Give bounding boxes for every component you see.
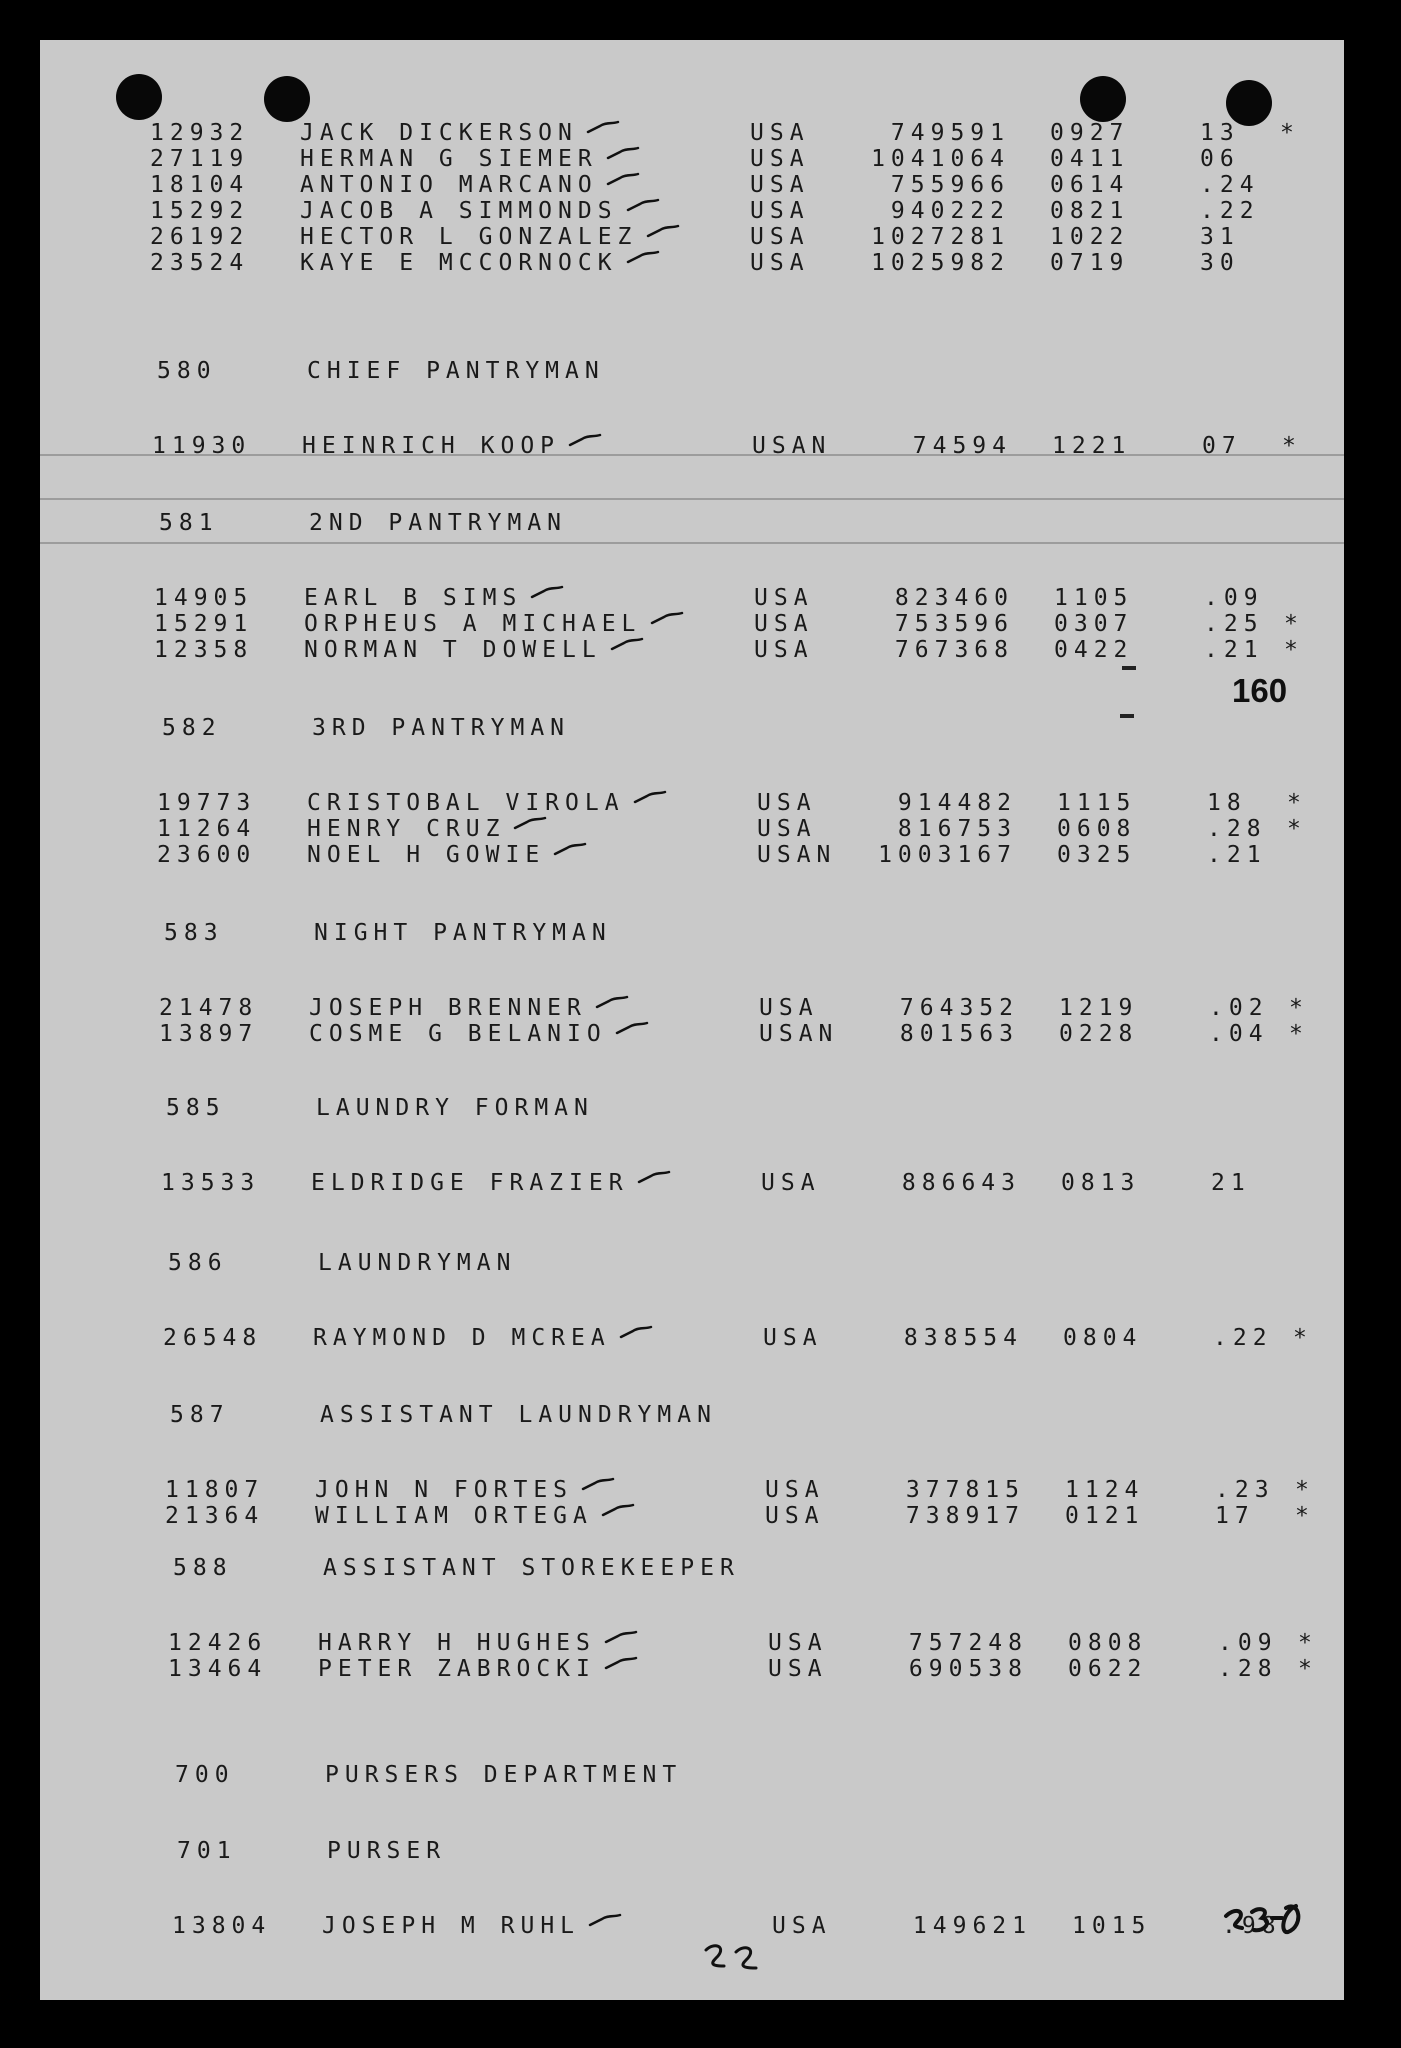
rating-value: .21 bbox=[1204, 637, 1264, 663]
date-code: 1022 bbox=[1050, 224, 1130, 250]
rating-value: 21 bbox=[1211, 1170, 1251, 1196]
crew-name: JOSEPH BRENNER bbox=[309, 995, 587, 1021]
crew-id: 12426 bbox=[168, 1630, 268, 1656]
crew-row bbox=[125, 1477, 1315, 1503]
date-code: 0622 bbox=[1068, 1656, 1148, 1682]
nationality: USA bbox=[768, 1656, 828, 1682]
crew-id: 23600 bbox=[157, 842, 257, 868]
date-code: 0325 bbox=[1057, 842, 1137, 868]
crew-name: RAYMOND D MCREA bbox=[313, 1325, 611, 1351]
section-header bbox=[119, 920, 1299, 946]
checkmark-icon bbox=[650, 611, 684, 627]
document-number: 74594 bbox=[912, 433, 1012, 459]
asterisk-mark: * bbox=[1287, 790, 1307, 816]
document-number: 1041064 bbox=[871, 146, 1010, 172]
crew-id: 18104 bbox=[150, 172, 250, 198]
asterisk-mark: * bbox=[1284, 637, 1304, 663]
asterisk-mark: * bbox=[1293, 1325, 1313, 1351]
date-code: 0121 bbox=[1065, 1503, 1145, 1529]
asterisk-mark: * bbox=[1289, 1021, 1309, 1047]
nationality: USA bbox=[754, 585, 814, 611]
checkmark-icon bbox=[626, 250, 660, 266]
checkmark-icon bbox=[633, 790, 667, 806]
section-code: 701 bbox=[177, 1838, 237, 1864]
crew-id: 13804 bbox=[172, 1913, 272, 1939]
section-title: 2ND PANTRYMAN bbox=[309, 510, 568, 536]
checkmark-icon bbox=[606, 172, 640, 188]
crew-row bbox=[125, 1503, 1315, 1529]
document-number: 755966 bbox=[890, 172, 1010, 198]
nationality: USA bbox=[750, 120, 810, 146]
section-code: 581 bbox=[159, 510, 219, 536]
crew-name: HECTOR L GONZALEZ bbox=[300, 224, 638, 250]
rating-value: .28 bbox=[1207, 816, 1267, 842]
crew-id: 11930 bbox=[152, 433, 252, 459]
crew-row bbox=[110, 172, 1290, 198]
crew-id: 21478 bbox=[159, 995, 259, 1021]
checkmark-icon bbox=[604, 1630, 638, 1646]
rating-value: .09 bbox=[1218, 1630, 1278, 1656]
document-number: 838554 bbox=[903, 1325, 1023, 1351]
date-code: 0808 bbox=[1068, 1630, 1148, 1656]
section-title: ASSISTANT STOREKEEPER bbox=[323, 1555, 740, 1581]
crew-name: EARL B SIMS bbox=[304, 585, 523, 611]
crew-id: 19773 bbox=[157, 790, 257, 816]
section-header bbox=[112, 358, 1292, 384]
crew-row bbox=[110, 224, 1290, 250]
date-code: 0813 bbox=[1061, 1170, 1141, 1196]
section-code: 588 bbox=[173, 1555, 233, 1581]
section-header bbox=[128, 1555, 1308, 1581]
section-header bbox=[114, 510, 1294, 536]
crew-name: ANTONIO MARCANO bbox=[300, 172, 598, 198]
nationality: USA bbox=[757, 816, 817, 842]
section-code: 700 bbox=[175, 1762, 235, 1788]
crew-id: 15291 bbox=[154, 611, 254, 637]
date-code: 0228 bbox=[1059, 1021, 1139, 1047]
section-code: 583 bbox=[164, 920, 224, 946]
crew-id: 12932 bbox=[150, 120, 250, 146]
asterisk-mark: * bbox=[1298, 1656, 1318, 1682]
crew-name: COSME G BELANIO bbox=[309, 1021, 607, 1047]
document-number: 377815 bbox=[905, 1477, 1025, 1503]
asterisk-mark: * bbox=[1295, 1477, 1315, 1503]
nationality: USA bbox=[750, 198, 810, 224]
date-code: 1105 bbox=[1054, 585, 1134, 611]
rating-value: 17 bbox=[1215, 1503, 1255, 1529]
checkmark-icon bbox=[619, 1325, 653, 1341]
document-number: 753596 bbox=[894, 611, 1014, 637]
checkmark-icon bbox=[601, 1503, 635, 1519]
date-code: 1219 bbox=[1059, 995, 1139, 1021]
date-code: 0804 bbox=[1063, 1325, 1143, 1351]
nationality: USA bbox=[761, 1170, 821, 1196]
document-number: 757248 bbox=[908, 1630, 1028, 1656]
rating-value: 31 bbox=[1200, 224, 1240, 250]
asterisk-mark: * bbox=[1289, 995, 1309, 1021]
crew-row bbox=[121, 1170, 1301, 1196]
checkmark-icon bbox=[588, 1913, 622, 1929]
crew-row bbox=[117, 816, 1307, 842]
document-number: 1003167 bbox=[878, 842, 1017, 868]
crew-row bbox=[112, 433, 1302, 459]
section-title: ASSISTANT LAUNDRYMAN bbox=[320, 1402, 717, 1428]
document-number: 749591 bbox=[890, 120, 1010, 146]
rating-value: .24 bbox=[1200, 172, 1260, 198]
crew-row bbox=[110, 146, 1290, 172]
section-header bbox=[130, 1762, 1310, 1788]
checkmark-icon bbox=[595, 995, 629, 1011]
crew-id: 13464 bbox=[168, 1656, 268, 1682]
rating-value: .28 bbox=[1218, 1656, 1278, 1682]
crew-name: JACK DICKERSON bbox=[300, 120, 578, 146]
checkmark-icon bbox=[530, 585, 564, 601]
rating-value: .22 bbox=[1200, 198, 1260, 224]
rating-value: .25 bbox=[1204, 611, 1264, 637]
section-code: 582 bbox=[162, 715, 222, 741]
rating-value: 06 bbox=[1200, 146, 1240, 172]
rating-value: .02 bbox=[1209, 995, 1269, 1021]
checkmark-icon bbox=[615, 1021, 649, 1037]
crew-name: PETER ZABROCKI bbox=[318, 1656, 596, 1682]
rating-value: .21 bbox=[1207, 842, 1267, 868]
section-title: 3RD PANTRYMAN bbox=[312, 715, 571, 741]
asterisk-mark: * bbox=[1298, 1630, 1318, 1656]
crew-name: NORMAN T DOWELL bbox=[304, 637, 602, 663]
crew-name: WILLIAM ORTEGA bbox=[315, 1503, 593, 1529]
checkmark-icon bbox=[606, 146, 640, 162]
rating-value: .22 bbox=[1213, 1325, 1273, 1351]
rating-value: 07 bbox=[1202, 433, 1242, 459]
crew-row bbox=[110, 198, 1290, 224]
section-title: PURSER bbox=[327, 1838, 447, 1864]
date-code: 0411 bbox=[1050, 146, 1130, 172]
crew-id: 26548 bbox=[163, 1325, 263, 1351]
document-number: 801563 bbox=[899, 1021, 1019, 1047]
crew-name: JACOB A SIMMONDS bbox=[300, 198, 618, 224]
date-code: 0821 bbox=[1050, 198, 1130, 224]
nationality: USAN bbox=[757, 842, 837, 868]
section-title: LAUNDRYMAN bbox=[318, 1250, 517, 1276]
section-header bbox=[117, 715, 1297, 741]
date-code: 0608 bbox=[1057, 816, 1137, 842]
nationality: USAN bbox=[752, 433, 832, 459]
crew-row bbox=[132, 1913, 1312, 1939]
date-code: 1115 bbox=[1057, 790, 1137, 816]
nationality: USAN bbox=[759, 1021, 839, 1047]
nationality: USA bbox=[754, 637, 814, 663]
crew-row bbox=[123, 1325, 1313, 1351]
nationality: USA bbox=[765, 1503, 825, 1529]
crew-name: KAYE E MCCORNOCK bbox=[300, 250, 618, 276]
document-number: 690538 bbox=[908, 1656, 1028, 1682]
checkmark-icon bbox=[610, 637, 644, 653]
section-code: 586 bbox=[168, 1250, 228, 1276]
crew-row bbox=[114, 611, 1304, 637]
nationality: USA bbox=[765, 1477, 825, 1503]
crew-name: ELDRIDGE FRAZIER bbox=[311, 1170, 629, 1196]
rating-value: .98 bbox=[1222, 1913, 1282, 1939]
crew-id: 11264 bbox=[157, 816, 257, 842]
rating-value: 30 bbox=[1200, 250, 1240, 276]
document-number: 886643 bbox=[901, 1170, 1021, 1196]
nationality: USA bbox=[750, 250, 810, 276]
crew-name: CRISTOBAL VIROLA bbox=[307, 790, 625, 816]
section-title: CHIEF PANTRYMAN bbox=[307, 358, 605, 384]
crew-name: HEINRICH KOOP bbox=[302, 433, 561, 459]
asterisk-mark: * bbox=[1295, 1503, 1315, 1529]
nationality: USA bbox=[772, 1913, 832, 1939]
crew-row bbox=[119, 995, 1309, 1021]
section-code: 585 bbox=[166, 1095, 226, 1121]
crew-name: ORPHEUS A MICHAEL bbox=[304, 611, 642, 637]
crew-name: JOHN N FORTES bbox=[315, 1477, 574, 1503]
crew-row bbox=[128, 1656, 1318, 1682]
checkmark-icon bbox=[568, 433, 602, 449]
checkmark-icon bbox=[581, 1477, 615, 1493]
section-title: NIGHT PANTRYMAN bbox=[314, 920, 612, 946]
crew-name: HENRY CRUZ bbox=[307, 816, 506, 842]
document-number: 940222 bbox=[890, 198, 1010, 224]
date-code: 0614 bbox=[1050, 172, 1130, 198]
date-code: 1015 bbox=[1072, 1913, 1152, 1939]
crew-row bbox=[128, 1630, 1318, 1656]
document-number: 764352 bbox=[899, 995, 1019, 1021]
crew-row bbox=[119, 1021, 1309, 1047]
section-header bbox=[121, 1095, 1301, 1121]
checkmark-icon bbox=[626, 198, 660, 214]
crew-row bbox=[117, 842, 1297, 868]
nationality: USA bbox=[750, 146, 810, 172]
checkmark-icon bbox=[553, 842, 587, 858]
date-code: 0422 bbox=[1054, 637, 1134, 663]
crew-id: 11807 bbox=[165, 1477, 265, 1503]
document-number: 914482 bbox=[897, 790, 1017, 816]
crew-id: 14905 bbox=[154, 585, 254, 611]
date-code: 1221 bbox=[1052, 433, 1132, 459]
nationality: USA bbox=[750, 224, 810, 250]
nationality: USA bbox=[768, 1630, 828, 1656]
section-title: PURSERS DEPARTMENT bbox=[325, 1762, 683, 1788]
crew-id: 27119 bbox=[150, 146, 250, 172]
crew-id: 12358 bbox=[154, 637, 254, 663]
crew-name: NOEL H GOWIE bbox=[307, 842, 546, 868]
document-number: 823460 bbox=[894, 585, 1014, 611]
document-number: 816753 bbox=[897, 816, 1017, 842]
rating-value: .09 bbox=[1204, 585, 1264, 611]
nationality: USA bbox=[754, 611, 814, 637]
section-code: 580 bbox=[157, 358, 217, 384]
date-code: 0719 bbox=[1050, 250, 1130, 276]
section-header bbox=[132, 1838, 1312, 1864]
handwritten-page-reference bbox=[1220, 1890, 1310, 1945]
date-code: 1124 bbox=[1065, 1477, 1145, 1503]
section-title: LAUNDRY FORMAN bbox=[316, 1095, 594, 1121]
crew-row bbox=[110, 250, 1290, 276]
nationality: USA bbox=[750, 172, 810, 198]
crew-list bbox=[40, 40, 1344, 2000]
section-code: 587 bbox=[170, 1402, 230, 1428]
document-number: 1027281 bbox=[871, 224, 1010, 250]
crew-name: JOSEPH M RUHL bbox=[322, 1913, 581, 1939]
page-number-stamp: 160 bbox=[1232, 672, 1288, 709]
document-page bbox=[40, 40, 1344, 2000]
asterisk-mark: * bbox=[1284, 611, 1304, 637]
crew-name: HERMAN G SIEMER bbox=[300, 146, 598, 172]
crew-id: 13533 bbox=[161, 1170, 261, 1196]
date-code: 0307 bbox=[1054, 611, 1134, 637]
crew-row bbox=[117, 790, 1307, 816]
crew-id: 15292 bbox=[150, 198, 250, 224]
document-number: 149621 bbox=[912, 1913, 1032, 1939]
crew-id: 23524 bbox=[150, 250, 250, 276]
handwritten-footer-mark bbox=[700, 1938, 780, 1983]
nationality: USA bbox=[763, 1325, 823, 1351]
crew-name: HARRY H HUGHES bbox=[318, 1630, 596, 1656]
crew-row bbox=[114, 585, 1294, 611]
crew-id: 21364 bbox=[165, 1503, 265, 1529]
checkmark-icon bbox=[637, 1170, 671, 1186]
crew-row bbox=[114, 637, 1304, 663]
checkmark-icon bbox=[586, 120, 620, 136]
date-code: 0927 bbox=[1050, 120, 1130, 146]
section-block bbox=[130, 1762, 1310, 1788]
asterisk-mark: * bbox=[1282, 433, 1302, 459]
document-number: 1025982 bbox=[871, 250, 1010, 276]
checkmark-icon bbox=[604, 1656, 638, 1672]
nationality: USA bbox=[759, 995, 819, 1021]
section-header bbox=[125, 1402, 1305, 1428]
nationality: USA bbox=[757, 790, 817, 816]
asterisk-mark: * bbox=[1287, 816, 1307, 842]
document-number: 738917 bbox=[905, 1503, 1025, 1529]
rating-value: 13 bbox=[1200, 120, 1240, 146]
rating-value: .04 bbox=[1209, 1021, 1269, 1047]
rating-value: .23 bbox=[1215, 1477, 1275, 1503]
checkmark-icon bbox=[513, 816, 547, 832]
crew-id: 13897 bbox=[159, 1021, 259, 1047]
rating-value: 18 bbox=[1207, 790, 1247, 816]
crew-row bbox=[110, 120, 1300, 146]
section-header bbox=[123, 1250, 1303, 1276]
checkmark-icon bbox=[646, 224, 680, 240]
document-number: 767368 bbox=[894, 637, 1014, 663]
crew-id: 26192 bbox=[150, 224, 250, 250]
asterisk-mark: * bbox=[1280, 120, 1300, 146]
